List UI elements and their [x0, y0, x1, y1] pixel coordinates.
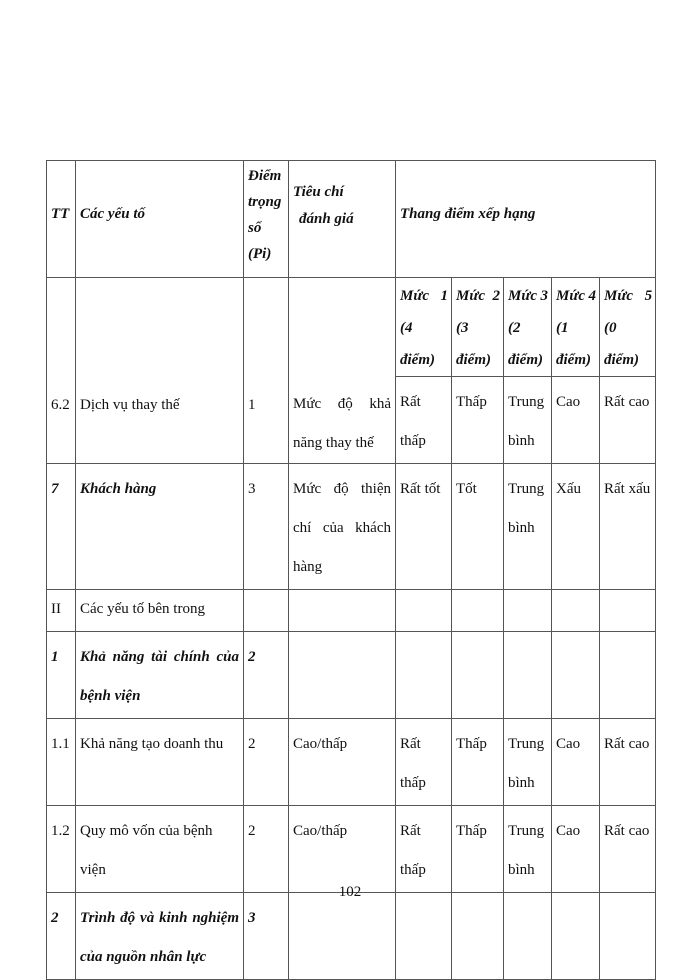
cell-weight: 2 — [244, 806, 289, 893]
cell-level-1: Rất thấp — [396, 719, 452, 806]
cell-level-2 — [452, 632, 504, 719]
cell-level-5: Rất cao — [600, 806, 656, 893]
cell-tt: 6.2 — [47, 278, 76, 464]
page-number: 102 — [338, 884, 362, 900]
cell-level-3 — [504, 632, 552, 719]
cell-level-1 — [396, 590, 452, 632]
cell-weight: 2 — [244, 632, 289, 719]
level-1-header: Mức 1 (4 điểm) — [396, 278, 452, 377]
header-criteria — [289, 161, 396, 278]
cell-level-5: Rất cao — [600, 719, 656, 806]
cell-factor: Quy mô vốn của bệnh viện — [76, 806, 244, 893]
cell-weight: 2 — [244, 719, 289, 806]
cell-tt: 1 — [47, 632, 76, 719]
cell-factor: Dịch vụ thay thế — [76, 278, 244, 464]
header-criteria-line: Tiêu chí — [293, 184, 344, 200]
cell-criteria: Cao/thấp — [289, 719, 396, 806]
cell-weight: 1 — [244, 278, 289, 464]
level-3-header: Mức 3 (2 điểm) — [504, 278, 552, 377]
cell-criteria — [289, 632, 396, 719]
cell-factor: Khách hàng — [76, 464, 244, 590]
cell-level-4: Cao — [552, 377, 600, 464]
cell-level-4 — [552, 590, 600, 632]
table-row — [47, 893, 656, 980]
table-row — [47, 806, 656, 893]
cell-level-5 — [600, 632, 656, 719]
cell-weight: 3 — [244, 893, 289, 980]
cell-factor: Khả năng tạo doanh thu — [76, 719, 244, 806]
cell-level-2 — [452, 590, 504, 632]
cell-level-2 — [452, 893, 504, 980]
cell-level-1: Rất thấp — [396, 377, 452, 464]
table-row — [47, 464, 656, 590]
cell-level-3: Trung bình — [504, 377, 552, 464]
header-weight-line: số (Pi) — [248, 220, 272, 262]
header-criteria-line: đánh giá — [299, 211, 354, 227]
cell-level-1 — [396, 893, 452, 980]
cell-level-1: Rất thấp — [396, 806, 452, 893]
cell-tt: 2 — [47, 893, 76, 980]
cell-level-1 — [396, 632, 452, 719]
header-weight-line: Điểm — [248, 168, 282, 184]
cell-level-5: Rất cao — [600, 377, 656, 464]
cell-criteria — [289, 590, 396, 632]
header-weight — [244, 161, 289, 278]
cell-weight: 3 — [244, 464, 289, 590]
cell-criteria: Mức độ khả năng thay thế — [289, 278, 396, 464]
cell-level-5 — [600, 893, 656, 980]
cell-level-4: Cao — [552, 806, 600, 893]
cell-level-3 — [504, 893, 552, 980]
header-factor: Các yếu tố — [76, 161, 244, 278]
cell-level-1: Rất tốt — [396, 464, 452, 590]
cell-level-3 — [504, 590, 552, 632]
cell-level-5 — [600, 590, 656, 632]
table-header-row — [47, 161, 656, 278]
header-tt: TT — [47, 161, 76, 278]
level-2-header: Mức 2 (3 điểm) — [452, 278, 504, 377]
cell-level-3: Trung bình — [504, 806, 552, 893]
header-weight-line: trọng — [248, 194, 282, 210]
cell-level-3: Trung bình — [504, 464, 552, 590]
cell-level-5: Rất xấu — [600, 464, 656, 590]
cell-factor: Trình độ và kinh nghiệm của nguồn nhân lực — [76, 893, 244, 980]
table-row — [47, 278, 656, 377]
cell-weight — [244, 590, 289, 632]
cell-tt: 1.1 — [47, 719, 76, 806]
table-row — [47, 719, 656, 806]
cell-level-2: Thấp — [452, 806, 504, 893]
cell-tt: 7 — [47, 464, 76, 590]
cell-level-2: Thấp — [452, 377, 504, 464]
cell-criteria: Mức độ thiện chí của khách hàng — [289, 464, 396, 590]
cell-criteria: Cao/thấp — [289, 806, 396, 893]
cell-level-4 — [552, 632, 600, 719]
table-row — [47, 632, 656, 719]
cell-tt: II — [47, 590, 76, 632]
evaluation-table — [46, 160, 656, 980]
cell-level-2: Thấp — [452, 719, 504, 806]
level-4-header: Mức 4 (1 điểm) — [552, 278, 600, 377]
cell-tt: 1.2 — [47, 806, 76, 893]
cell-level-4: Cao — [552, 719, 600, 806]
cell-factor: Khả năng tài chính của bệnh viện — [76, 632, 244, 719]
cell-level-3: Trung bình — [504, 719, 552, 806]
cell-level-4: Xấu — [552, 464, 600, 590]
cell-factor: Các yếu tố bên trong — [76, 590, 244, 632]
cell-level-2: Tốt — [452, 464, 504, 590]
header-scale: Thang điểm xếp hạng — [396, 161, 656, 278]
cell-criteria — [289, 893, 396, 980]
table-row — [47, 590, 656, 632]
level-5-header: Mức 5 (0 điểm) — [600, 278, 656, 377]
cell-level-4 — [552, 893, 600, 980]
